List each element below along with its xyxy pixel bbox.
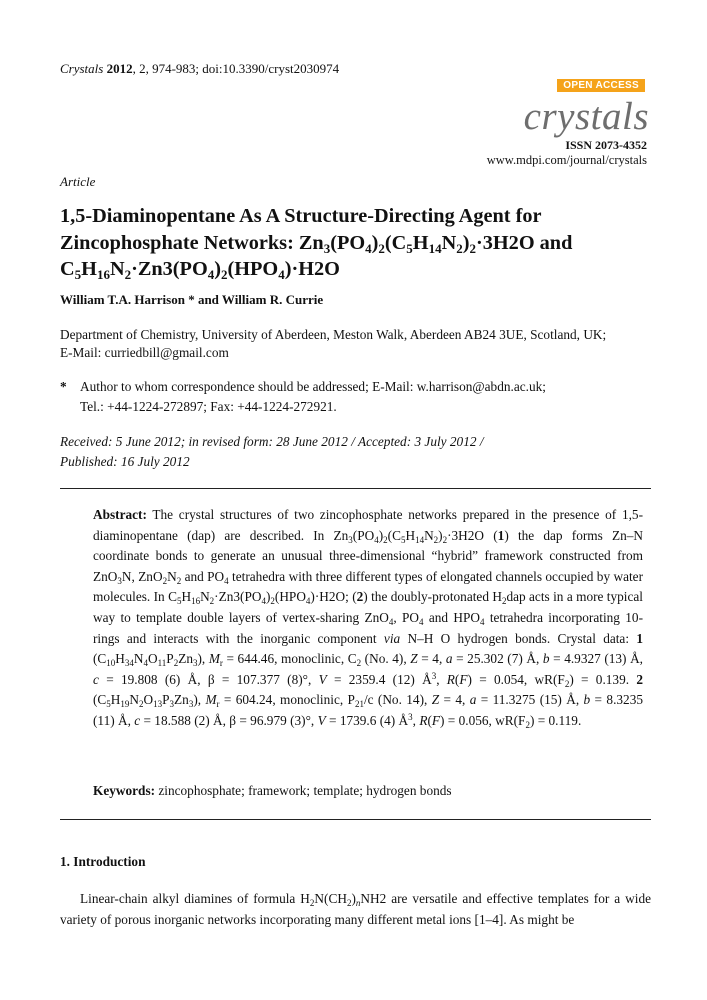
keywords [93, 783, 643, 799]
journal-logo: crystals [523, 95, 649, 138]
abstract-label: Abstract: [93, 507, 147, 522]
correspondence-line-1[interactable]: Author to whom correspondence should be addressed; E-Mail: w.harrison@abdn.ac.uk; [80, 379, 546, 394]
title-line-1: 1,5-Diaminopentane As A Structure-Directing Agent for [60, 205, 542, 227]
affiliation-email[interactable]: E-Mail: curriedbill@gmail.com [60, 345, 229, 360]
abstract-top-divider [60, 488, 651, 489]
section-heading: 1. Introduction [60, 854, 146, 869]
citation-details: , 2, 974-983; doi:10.3390/cryst2030974 [132, 61, 340, 76]
citation-line [60, 61, 339, 77]
authors: William T.A. Harrison * and William R. Currie [60, 292, 324, 307]
affiliation-line: Department of Chemistry, University of Aberdeen, Meston Walk, Aberdeen AB24 3UE, Scotland, UK; [60, 327, 607, 342]
title-line-2: Zincophosphate Networks: $Zn_3(PO_4)_2(C_5H_{14}N_2)_2\cdot 3H2O$ and [60, 231, 573, 256]
open-access-badge: OPEN ACCESS [557, 79, 645, 92]
dates-line-2: Published: 16 July 2012 [60, 454, 190, 469]
article-type: Article [60, 174, 96, 189]
issn: ISSN 2073-4352 [565, 138, 647, 152]
correspondence-line-2: Tel.: +44-1224-272897; Fax: +44-1224-272921. [80, 399, 337, 414]
correspondence-marker: * [60, 379, 67, 394]
abstract-bottom-divider [60, 819, 651, 820]
journal-url[interactable]: www.mdpi.com/journal/crystals [486, 153, 647, 167]
citation-year: 2012 [106, 61, 133, 76]
correspondence [60, 377, 660, 417]
title-line-3: $C_5H_{16}N_2\cdot Zn3(PO_4)_2(HPO_4)\cdot H2O$ [60, 258, 340, 282]
abstract [93, 505, 643, 732]
keywords-label: Keywords: [93, 783, 156, 798]
section-body: Linear-chain alkyl diamines of formula $H_2N(CH_2)_nNH2$ are versatile and effective templates for a wide variety of porous inorganic networks incorporating many different metal ions [1–4]. As might be [60, 891, 651, 927]
keywords-text: zincophosphate; framework; template; hydrogen bonds [158, 783, 452, 798]
affiliation [60, 326, 660, 362]
publication-dates [60, 432, 660, 472]
article-title [60, 203, 660, 283]
abstract-text: The crystal structures of two zincophosphate networks prepared in the presence of 1,5-diaminopentane (dap) are described. In $Zn_3(PO_4)_2(C_5H_{14}N_2)_2\cdot 3H2O$ (1) the dap forms Zn–N coordinate bonds to generate an unusual three-dimensional “hybrid” framework constructed from ZnO$_3$N, $ZnO_2N_2$ and $PO_4$ tetrahedra with three different types of elongated channels occupied by water molecules. In $C_5H_{16}N_2\cdot Zn3(PO_4)_2(HPO_4)\cdot H2O$; (2) the doubly-protonated $H_2dap$ acts in a more typical way to template double layers of vertex-sharing ZnO$_4$, $PO_4$ and $HPO_4$ tetrahedra incorporating 10-rings and interacts with the inorganic component via N–H O hydrogen bonds. Crystal data: 1 $(C_{10}H_{34}N_4O_{11}P_2Zn_3)$, $M_r = 644.46$, monoclinic, $C_2$ (No. 4), Z = 4, a = 25.302 (7) Å, b = 4.9327 (13) Å, c = 19.808 (6) Å, β = 107.377 (8)°, V = 2359.4 (12) $Å^3$, R(F) = 0.054, $wR(F_2) = 0.139$. 2 $(C_5H_{19}N_2O_{13}P_3Zn_3)$, $M_r = 604.24$, monoclinic, $P_{21}/c$ (No. 14), Z = 4, a = 11.3275 (15) Å, b = 8.3235 (11) Å, c = 18.588 (2) Å, β = 96.979 (3)°, V = 1739.6 (4) $Å^3$, R(F) = 0.056, $wR(F_2) = 0.119$. [93, 507, 644, 730]
dates-line-1: Received: 5 June 2012; in revised form: 28 June 2012 / Accepted: 3 July 2012 / [60, 434, 484, 449]
journal-name: Crystals [60, 61, 104, 76]
